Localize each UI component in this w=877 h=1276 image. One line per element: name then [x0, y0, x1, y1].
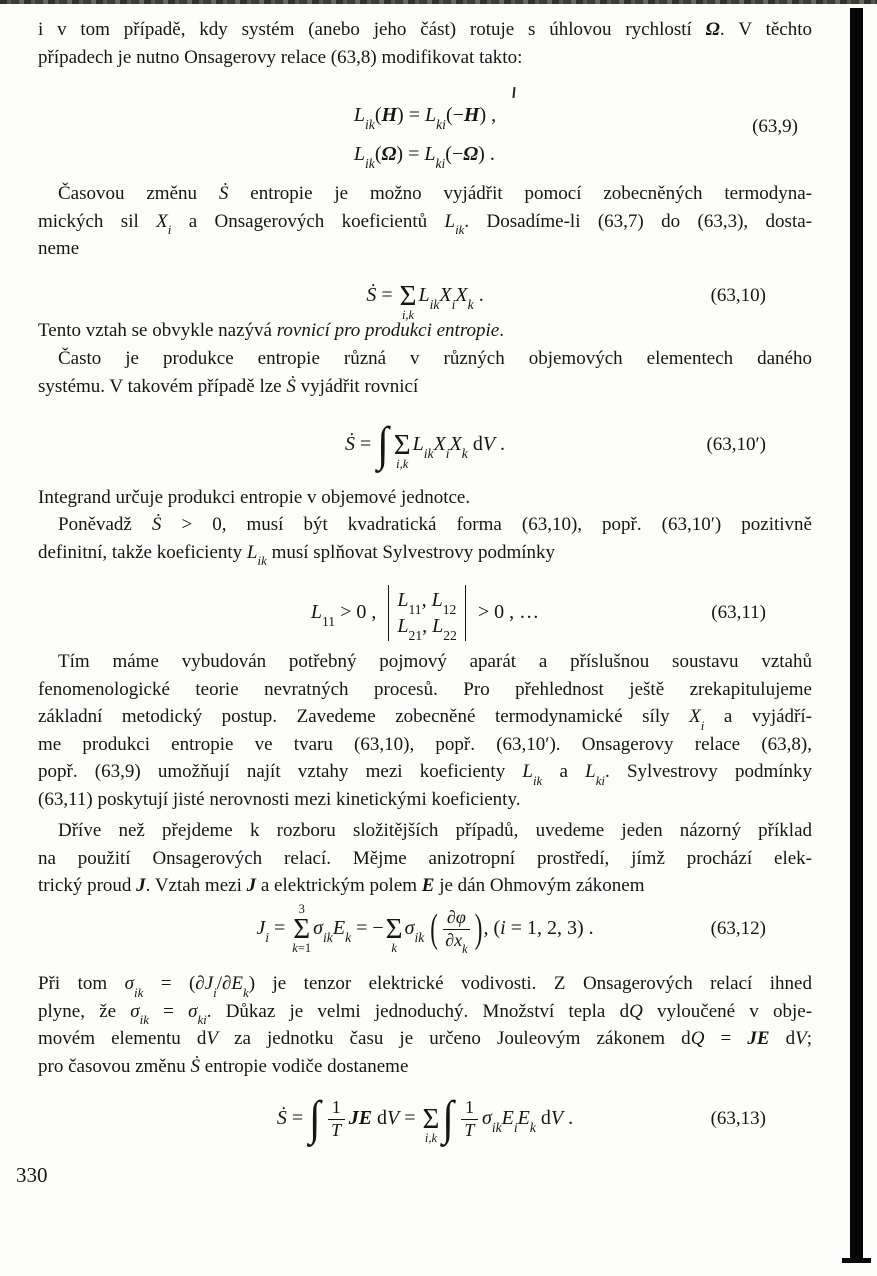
equation-line: $L_{ik}(\Omega) = L_{ki}(-\Omega)$ .: [353, 143, 495, 171]
page-number: 330: [16, 1163, 48, 1187]
text-line: Dříve než přejdeme k rozboru složitějších případů, uvedeme jeden názorný příklad: [58, 820, 812, 841]
text-line: Časovou změnu Ṡ entropie je možno vyjádřit pomocí zobecněných termodyna-: [58, 183, 812, 204]
text-line: movém elementu dV za jednotku času je určeno Jouleovým zákonem dQ = JE dV;: [38, 1028, 812, 1049]
text-line: Integrand určuje produkci entropie v objemové jednotce.: [38, 487, 471, 508]
equation-label: (63,10): [710, 285, 766, 306]
equation-body: [345, 419, 505, 471]
paragraph-6: [38, 511, 812, 569]
text-line: definitní, takže koeficienty $L_{ik}$ musí splňovat Sylvestrovy podmínky: [38, 541, 556, 569]
equation-label: (63,13): [710, 1108, 766, 1129]
scan-gutter-bar: [850, 8, 863, 1258]
paragraph-3: [38, 317, 812, 345]
text-line: (63,11) poskytují jisté nerovnosti mezi kinetickými koeficienty.: [38, 788, 521, 810]
equation-label: (63,9): [752, 116, 798, 137]
text-line: na použití Onsagerových relací. Mějme anizotropní prostředí, jímž prochází elek-: [38, 847, 812, 869]
equation-63-12: [38, 891, 812, 967]
paragraph-2: [38, 180, 812, 263]
equation-line: Ṡ = ∫ Σ i,k $L_{ik}X_iX_k$ dV .: [344, 418, 506, 472]
text-line: neme: [38, 238, 80, 259]
equation-63-10-prime: [38, 413, 812, 477]
paragraph-1: [38, 16, 812, 71]
text-line: popř. (63,9) umožňují najít vztahy mezi koeficienty $L_{ik}$ a $L_{ki}$. Sylvestrovy podmínky: [38, 761, 812, 788]
equation-63-9: [38, 92, 812, 178]
equation-label: (63,10′): [706, 434, 766, 455]
text-line: fenomenologické teorie nevratných procesů. Pro přehlednost ještě zrekapitulujeme: [38, 678, 812, 700]
paragraph-7: [38, 648, 812, 813]
equation-body: [311, 585, 539, 641]
text-line: pro časovou změnu Ṡ entropie vodiče dostaneme: [38, 1055, 409, 1077]
text-line: me produkci entropie ve tvaru (63,10), popř. (63,10′). Onsagerovy relace (63,8),: [38, 733, 812, 755]
paragraph-5: [38, 484, 812, 512]
equation-line: Ṡ = Σ i,k $L_{ik}X_iX_k$ .: [366, 280, 484, 322]
equation-63-10: [38, 268, 812, 324]
equation-body: [277, 1093, 573, 1145]
text-line: Často je produkce entropie různá v různých objemových elementech daného: [58, 348, 812, 369]
text-line: trický proud J. Vztah mezi J a elektrickým polem E je dán Ohmovým zákonem: [38, 875, 645, 896]
equation-body: [353, 104, 497, 171]
scan-gutter-bar-foot: [842, 1258, 871, 1263]
equation-body: [256, 903, 593, 955]
equation-line: $L_{ik}(H) = L_{ki}(-H)$ ,: [353, 104, 497, 132]
equation-63-13: [38, 1081, 812, 1157]
equation-label: (63,11): [711, 602, 766, 623]
text-line: plyne, že $\sigma_{ik} = \sigma_{ki}$. Důkaz je velmi jednoduchý. Množství tepla dQ vyloučené v obje-: [38, 1000, 813, 1028]
scan-top-edge-artifact: [0, 0, 877, 4]
text-line: Při tom $\sigma_{ik} = (\partial J_i/\partial E_k)$ je tenzor elektrické vodivosti. Z Onsagerových relací ihned: [38, 973, 812, 1000]
text-line: systému. V takovém případě lze Ṡ vyjádřit rovnicí: [38, 375, 419, 397]
text-line: případech je nutno Onsagerovy relace (63,8) modifikovat takto:: [38, 46, 523, 68]
text-line: i v tom případě, kdy systém (anebo jeho část) rotuje s úhlovou rychlostí Ω. V těchto: [38, 19, 813, 40]
equation-63-11: [38, 583, 812, 643]
text-line: Tento vztah se obvykle nazývá rovnicí pro produkci entropie.: [38, 320, 504, 341]
equation-line: $L_{11} > 0$ , $L_{11}$, $L_{12}$ $L_{21}$, $L_{22}$ > 0 , …: [311, 601, 539, 623]
paragraph-9: [38, 970, 812, 1080]
equation-line: $J_i$ = 3 Σ k=1 $\sigma_{ik}E_k$ = − Σ k $\sigma_{ik}$ ( $\frac{\partial\varphi}{\partial x_k}$ ), (i = 1, 2, 3) .: [256, 902, 594, 956]
equation-line: Ṡ = ∫ $\frac{1}{T}$ JE dV = Σ i,k ∫ $\frac{1}{T}$ $\sigma_{ik}E_iE_k$ dV .: [276, 1092, 574, 1146]
equation-body: [366, 270, 483, 322]
text-line: základní metodický postup. Zavedeme zobecněné termodynamické síly $X_i$ a vyjádří-: [38, 706, 812, 733]
text-line: Tím máme vybudován potřebný pojmový aparát a příslušnou soustavu vztahů: [58, 651, 812, 672]
text-line: Poněvadž Ṡ > 0, musí být kvadratická forma (63,10), popř. (63,10′) pozitivně: [58, 514, 812, 535]
paragraph-4: [38, 345, 812, 400]
text-line: mických sil $X_i$ a Onsagerových koeficientů $L_{ik}$. Dosadíme-li (63,7) do (63,3), dosta-: [38, 210, 812, 238]
equation-label: (63,12): [710, 918, 766, 939]
paragraph-8: [38, 817, 812, 900]
